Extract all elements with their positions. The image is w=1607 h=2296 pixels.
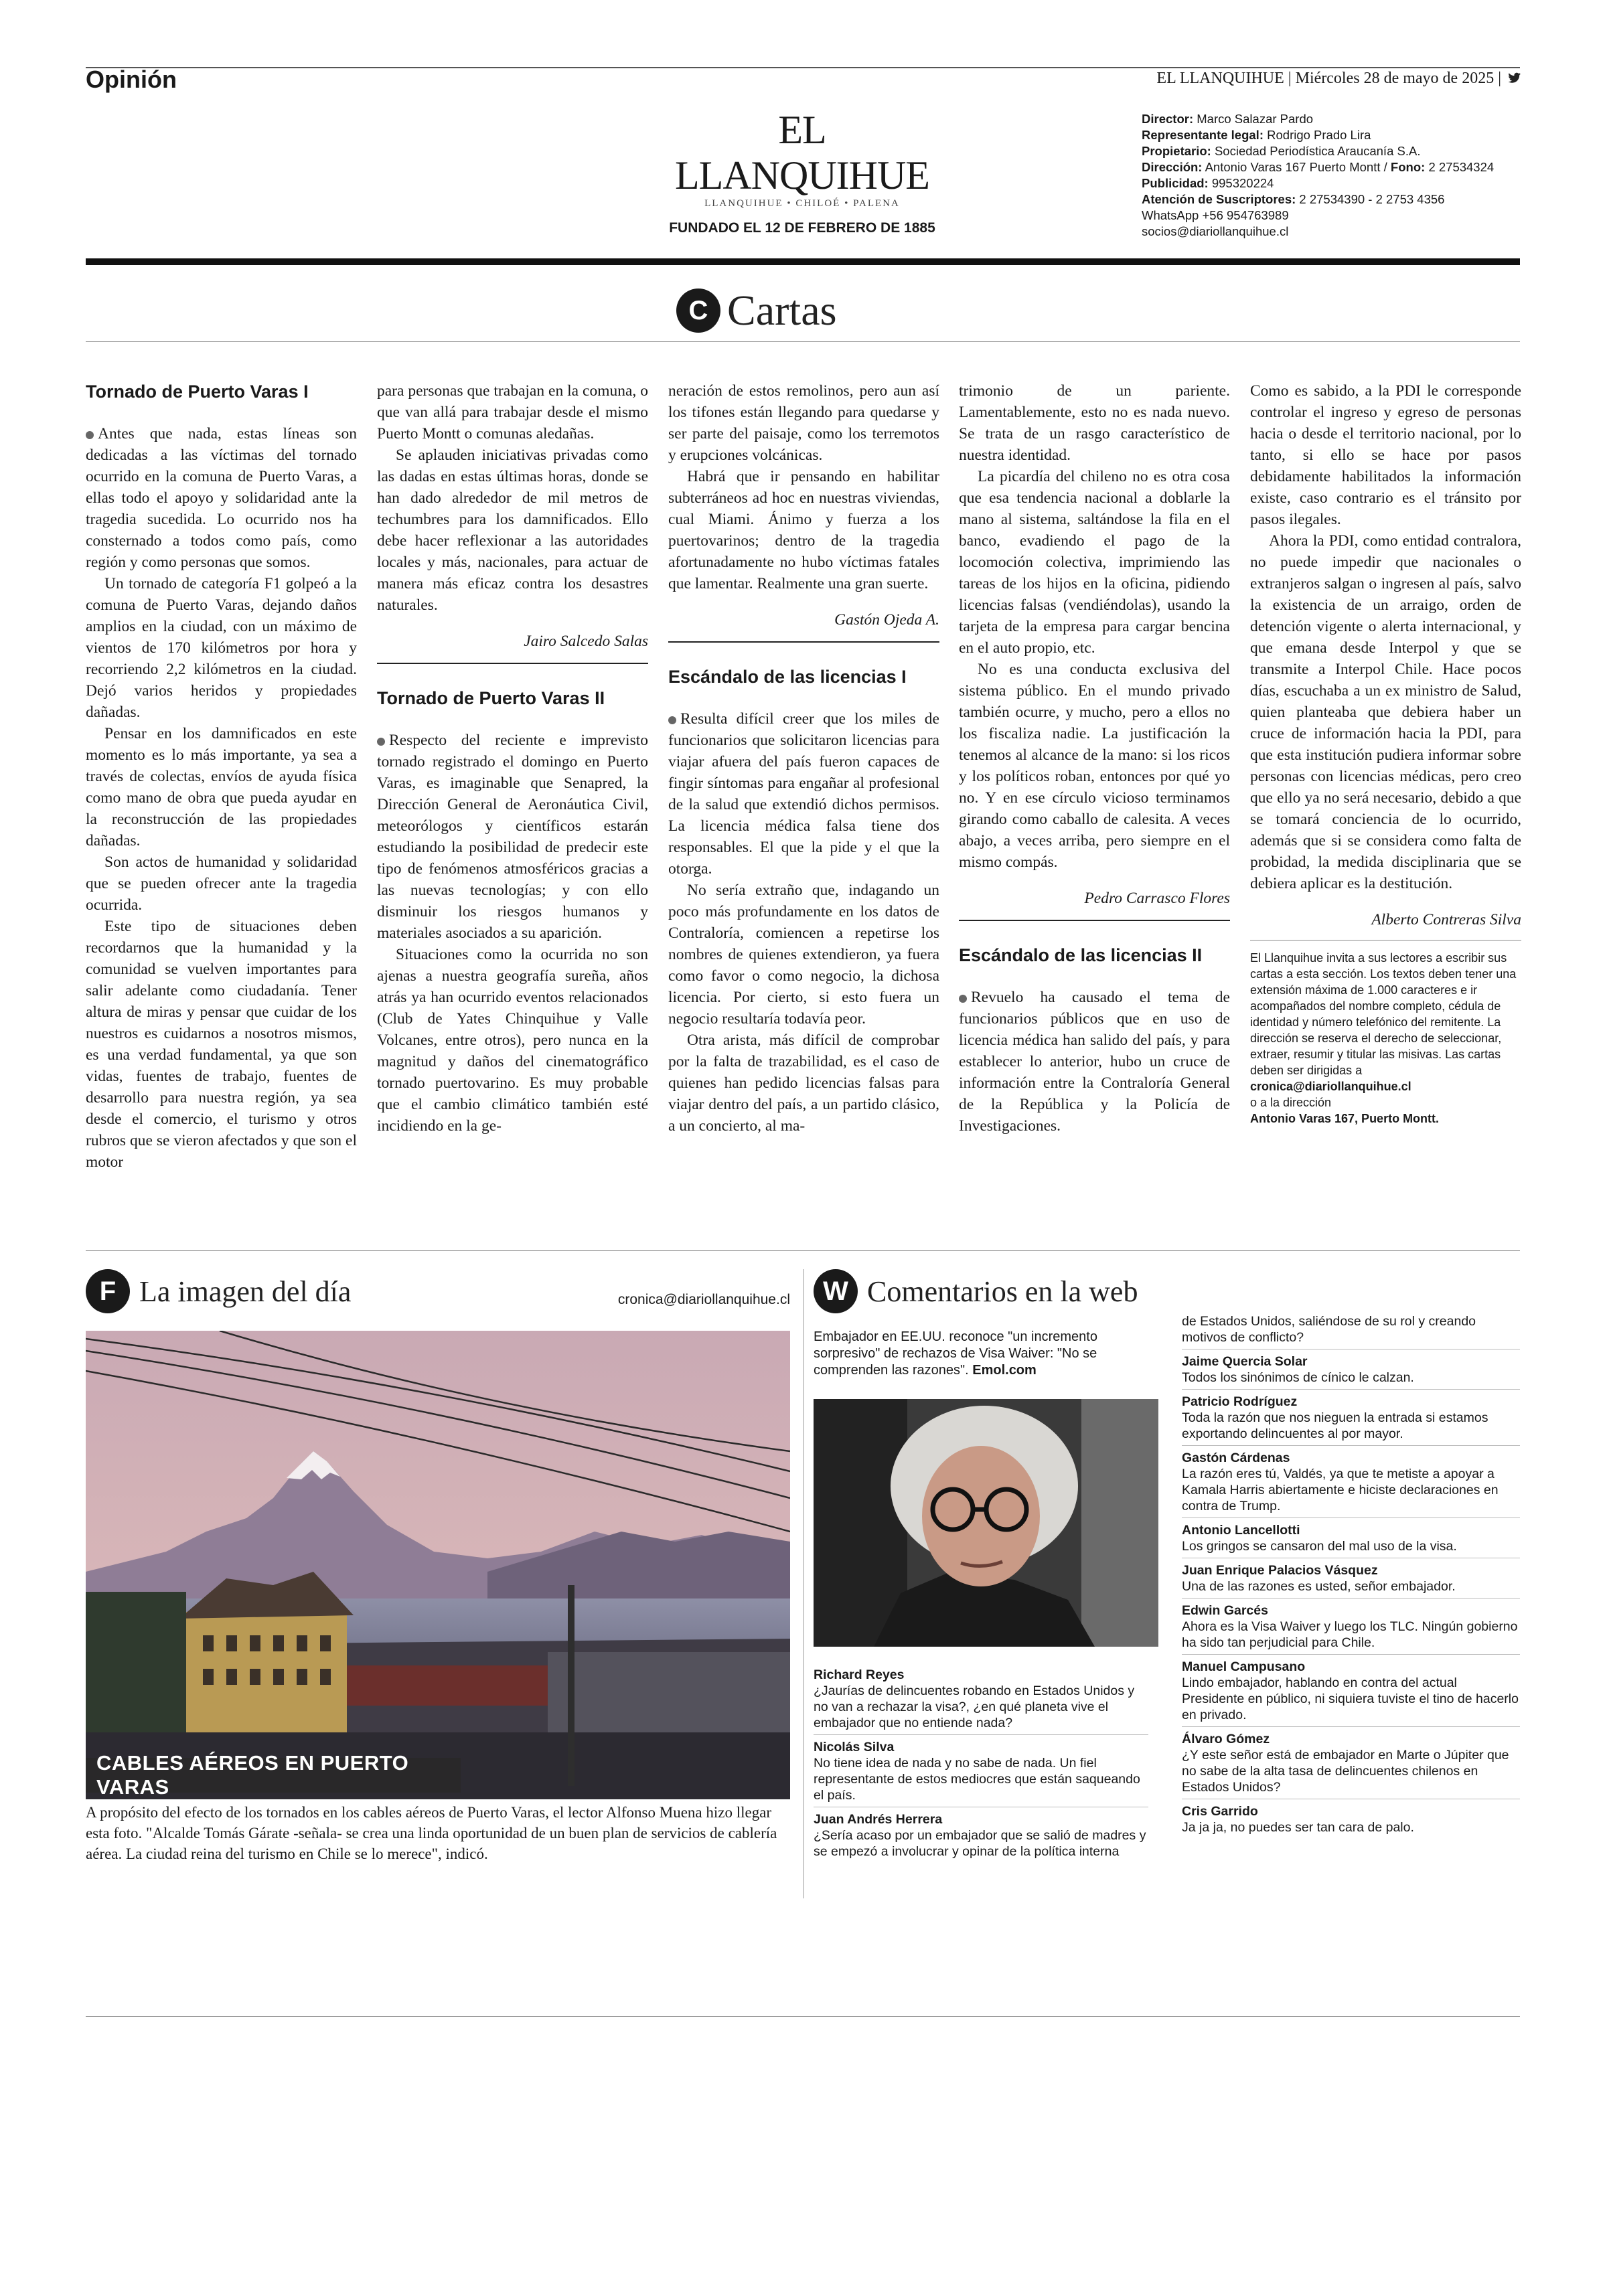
letter-paragraph: No es una conducta exclusiva del sistema público. En el mundo privado también ocurre, y mucho, pero a ellos no los fiscaliza nadie. La justificación la tenemos al alcance de la mano: si los ricos y los políticos roban, entonces por qué yo no. Y en ese círculo vicioso terminamos girando como caballo de calesita. A veces abajo, a veces arriba, pero siempre en el mismo compás. — [959, 661, 1230, 871]
notice-address: Antonio Varas 167, Puerto Montt. — [1250, 1112, 1440, 1125]
comment-author: Nicolás Silva — [814, 1740, 895, 1754]
staff-whatsapp: WhatsApp +56 954763989 — [1142, 208, 1289, 222]
bottom-rule — [86, 2016, 1520, 2017]
letter-paragraph: Habrá que ir pensando en habilitar subterráneos ad hoc en nuestras viviendas, cual Miami. Ánimo y fuerza a los puertovarinos; dentro de la tragedia afortunadamente no hubo víctimas fatales que lamentar. Realmente una gran suerte. — [668, 468, 939, 592]
web-title: Comentarios en la web — [867, 1275, 1138, 1308]
letter-paragraph: Respecto del reciente e imprevisto tornado registrado el domingo en Puerto Varas, es imaginable que Senapred, la Dirección General de Aeronáutica Civil, meteorólogos y científicos estarán estudiando la posibilidad de predecir este tipo de fenómenos atmosféricos gracias a las nuevas tecnologías; y con ello disminuir los riesgos humanos y materiales asociados a su aparición. — [377, 732, 648, 942]
letter-signature: Gastón Ojeda A. — [834, 611, 939, 629]
imagen-heading — [86, 1269, 351, 1313]
staff-box — [1142, 111, 1517, 240]
letter-paragraph: Otra arista, más difícil de comprobar por la falta de trazabilidad, es el caso de quienes han pedido licencias falsas para viajar dentro del país, a un partido clásico, a un concierto, al ma- — [668, 1032, 939, 1135]
comment-item — [1182, 1392, 1520, 1446]
paper-date — [1156, 70, 1521, 88]
comments-list-left — [814, 1665, 1148, 1866]
staff-owner: Propietario: Sociedad Periodística Araucanía S.A. — [1142, 144, 1421, 158]
web-intro-source[interactable]: Emol.com — [972, 1363, 1037, 1378]
comment-item — [1182, 1352, 1520, 1390]
letter-paragraph: Ahora la PDI, como entidad contralora, no puede impedir que nacionales o extranjeros salgan o ingresen al país, salvo la existencia de un arraigo, orden de detención vigente o alerta internacional, y que emana desde Interpol y que se transmite a Interpol Chile. Hace pocos días, escuchaba a un ex ministro de Salud, quien planteaba que debiera haber un cruce de información hacia la PDI, para que esta institución pudiera informar sobre personas con licencias médicas, pero creo que ello ya no será necesario, debido a que se tomará conciencia de lo ocurrido, además que si se considera como falta de probidad, la medida disciplinaria que se debiera aplicar es la destitución. — [1250, 532, 1521, 892]
masthead-name: EL LLANQUIHUE — [675, 108, 929, 197]
comment-text: ¿Jaurías de delincuentes robando en Estados Unidos y no van a rechazar la visa?, ¿en qué planeta vive el embajador que no entiende nada? — [814, 1684, 1135, 1730]
photo-red-roofs — [347, 1665, 548, 1706]
staff-legal-rep: Representante legal: Rodrigo Prado Lira — [1142, 128, 1371, 142]
paper-date-text: EL LLANQUIHUE | Miércoles 28 de mayo de 2025 | — [1156, 70, 1501, 87]
comments-list-right — [1182, 1312, 1520, 1841]
imagen-title: La imagen del día — [139, 1275, 352, 1308]
comment-item — [1182, 1312, 1520, 1349]
cartas-title: Cartas — [727, 286, 837, 334]
comment-item — [1182, 1521, 1520, 1558]
letter-title: Escándalo de las licencias II — [959, 945, 1203, 965]
header-top-rule — [86, 67, 1520, 68]
comment-item — [1182, 1802, 1520, 1839]
notice-text: El Llanquihue invita a sus lectores a escribir sus cartas a esta sección. Los textos deben tener una extensión máxima de 1.000 caracteres e ir acompañados del nombre completo, cédula de identidad y número telefónico del remitente. La dirección se reserva el derecho de seleccionar, extraer, resumir y titular las misivas. Las cartas deben ser dirigidas a — [1250, 951, 1517, 1077]
bullet-icon — [668, 716, 676, 724]
comment-item — [1182, 1601, 1520, 1655]
comment-text: La razón eres tú, Valdés, ya que te metiste a apoyar a Kamala Harris abiertamente e hiciste declaraciones en contra de Trump. — [1182, 1467, 1499, 1513]
comment-author: Antonio Lancellotti — [1182, 1523, 1300, 1538]
comment-author: Edwin Garcés — [1182, 1603, 1268, 1618]
comment-text: Ahora es la Visa Waiver y luego los TLC. Ningún gobierno ha sido tan perjudicial para Chile. — [1182, 1619, 1518, 1650]
comment-item — [814, 1810, 1148, 1863]
letter-title: Tornado de Puerto Varas I — [86, 382, 309, 402]
comment-text: Lindo embajador, hablando en contra del actual Presidente en público, ni siquiera tuviste el tino de hacerlo en privado. — [1182, 1675, 1519, 1722]
staff-advertising: Publicidad: 995320224 — [1142, 176, 1274, 190]
staff-subscribers: Atención de Suscriptores: 2 27534390 - 2 2753 4356 — [1142, 192, 1445, 206]
notice-email[interactable]: cronica@diariollanquihue.cl — [1250, 1080, 1411, 1093]
masthead-subtitle: LLANQUIHUE • CHILOÉ • PALENA — [704, 198, 900, 209]
comment-text: Una de las razones es usted, señor embajador. — [1182, 1579, 1456, 1594]
letter-signature: Jairo Salcedo Salas — [524, 633, 648, 650]
twitter-icon — [1508, 72, 1521, 84]
letter-separator — [377, 663, 648, 664]
comment-author: Patricio Rodríguez — [1182, 1394, 1298, 1409]
comment-item — [814, 1738, 1148, 1807]
comment-item — [1182, 1657, 1520, 1727]
letter-f-icon: F — [86, 1269, 130, 1313]
comment-text: Los gringos se cansaron del mal uso de la visa. — [1182, 1539, 1457, 1554]
letter-paragraph: trimonio de un pariente. Lamentablemente, esto no es nada nuevo. Se trata de un rasgo característico de nuestra identidad. — [959, 382, 1230, 464]
bullet-icon — [959, 995, 967, 1003]
letter-paragraph: No sería extraño que, indagando un poco más profundamente en los datos de Contraloría, comiencen a repetirse los nombres de quienes extendieron, ya fuera como favor o como negocio, la dichosa licencia. Por cierto, si esto fuera un negocio resultaría todavía peor. — [668, 882, 939, 1028]
comment-author: Jaime Quercia Solar — [1182, 1354, 1308, 1369]
letters-column-2 — [377, 380, 648, 1137]
letters-column-4 — [959, 380, 1230, 1137]
comment-text: ¿Sería acaso por un embajador que se salió de madres y se empezó a involucrar y opinar de la política interna — [814, 1828, 1146, 1859]
comment-text: Toda la razón que nos nieguen la entrada si estamos exportando delincuentes al por mayor. — [1182, 1410, 1488, 1441]
letter-paragraph: neración de estos remolinos, pero aun así los tifones están llegando para quedarse y ser parte del paisaje, como los terremotos y erupciones volcánicas. — [668, 382, 939, 464]
comment-author: Cris Garrido — [1182, 1804, 1258, 1819]
letter-paragraph: para personas que trabajan en la comuna, o que van allá para trabajar desde el mismo Puerto Montt o comunas aledañas. — [377, 382, 648, 442]
comment-text: Ja ja ja, no puedes ser tan cara de palo. — [1182, 1820, 1414, 1835]
comment-author: Álvaro Gómez — [1182, 1732, 1270, 1746]
header-thick-rule — [86, 258, 1520, 265]
letter-paragraph: Revuelo ha causado el tema de funcionarios públicos que en uso de licencia médica han salido del país, y para establecer lo anterior, hubo un cruce de información entre la Contraloría General de la República y la Policía de Investigaciones. — [959, 989, 1230, 1135]
letters-column-1 — [86, 380, 357, 1173]
photo-ambassador — [814, 1399, 1158, 1647]
letters-notice — [1250, 940, 1521, 1127]
letter-paragraph: Un tornado de categoría F1 golpeó a la comuna de Puerto Varas, dejando daños amplios en la ciudad, con un máximo de vientos de 170 kilómetros por hora y recorriendo 2,2 kilómetros en la ciudad. Dejó varios heridos y propiedades dañadas. — [86, 575, 357, 721]
photo-caption-text: A propósito del efecto de los tornados en los cables aéreos de Puerto Varas, el lector Alfonso Muena hizo llegar esta foto. "Alcalde Tomás Gárate -señala- se crea una linda oportunidad de un buen plan de servicios de cablería aérea. La ciudad reina del turismo en Chile se lo merece", indicó. — [86, 1804, 777, 1862]
comment-text: Todos los sinónimos de cínico le calzan. — [1182, 1370, 1414, 1385]
letter-signature: Pedro Carrasco Flores — [1084, 890, 1230, 907]
bullet-icon — [86, 431, 94, 439]
letter-paragraph: La picardía del chileno no es otra cosa que esa tendencia nacional a doblarle la mano al sistema, saltándose la fila en el banco, evadiendo el pago de la locomoción colectiva, imprimiendo las tareas de los hijos en la oficina, pidiendo licencias falsas (vendiéndolas), usando la tarjeta de la empresa para cargar bencina en el auto propio, etc. — [959, 468, 1230, 657]
comment-author: Manuel Campusano — [1182, 1659, 1306, 1674]
letter-paragraph: Antes que nada, estas líneas son dedicadas a las víctimas del tornado ocurrido en la comuna de Puerto Varas, a ellas todo el apoyo y solidaridad ante la tragedia sucedida. Lo ocurrido nos ha consternado a todos como país, como región y como personas que somos. — [86, 425, 357, 571]
photo-volcano-cables — [86, 1331, 790, 1799]
letter-paragraph: Este tipo de situaciones deben recordarnos que la humanidad y la comunidad se vuelven importantes para salir adelante como ciudadanía. Tener altura de miras y pensar que cuidar de los nuestros es cuidarnos a nosotros mismos, es una verdad fundamental, ya que son vidas, fuentes de trabajo, fuentes de desarrollo para nuestra región, ya sea desde el comercio, el turismo y otros rubros que se vieron afectados y que son el motor — [86, 918, 357, 1171]
comment-author: Juan Enrique Palacios Vásquez — [1182, 1563, 1378, 1578]
letter-separator — [668, 641, 939, 643]
masthead — [648, 107, 956, 236]
web-intro-text: Embajador en EE.UU. reconoce "un incremento sorpresivo" de rechazos de Visa Waiver: "No se comprenden las razones". — [814, 1329, 1097, 1378]
staff-director: Director: Marco Salazar Pardo — [1142, 112, 1314, 126]
letter-paragraph: Resulta difícil creer que los miles de funcionarios que solicitaron licencias para viajar afuera del país fueron capaces de fingir síntomas para engañar al profesional de la salud que extendió dichos permisos. La licencia médica falsa tiene dos responsables. El que la pide y el que la otorga. — [668, 710, 939, 878]
letter-separator — [959, 920, 1230, 921]
staff-email: socios@diariollanquihue.cl — [1142, 224, 1289, 238]
web-heading — [814, 1269, 1138, 1313]
letter-paragraph: Pensar en los damnificados en este momento es lo más importante, ya sea a través de colectas, envíos de ayuda física como mano de obra que pueda ayudar en la reconstrucción de las propiedades dañadas. — [86, 725, 357, 849]
photo-bg-light — [1081, 1399, 1158, 1647]
comment-author: Gastón Cárdenas — [1182, 1451, 1290, 1465]
comment-item — [814, 1665, 1148, 1735]
photo-pole — [568, 1585, 575, 1786]
letter-c-icon: C — [676, 289, 720, 333]
comment-item — [1182, 1449, 1520, 1518]
comment-text: de Estados Unidos, saliéndose de su rol y creando motivos de conflicto? — [1182, 1314, 1476, 1345]
bullet-icon — [377, 738, 385, 746]
letter-paragraph: Se aplauden iniciativas privadas como las dadas en estas últimas horas, donde se han dado alrededor de mil metros de techumbres para los damnificados. Ello debe hacer reflexionar a las autoridades locales y más, nacionales, para actuar de manera más eficaz contra los desastres naturales. — [377, 446, 648, 614]
cartas-rule — [86, 341, 1520, 342]
comment-author: Richard Reyes — [814, 1667, 905, 1682]
web-intro — [814, 1329, 1128, 1379]
notice-or: o a la dirección — [1250, 1096, 1332, 1109]
comment-text: No tiene idea de nada y no sabe de nada. Un fiel representante de estos mediocres que están saqueando el país. — [814, 1756, 1140, 1803]
letter-paragraph: Son actos de humanidad y solidaridad que se pueden ofrecer ante la tragedia ocurrida. — [86, 853, 357, 914]
cartas-heading — [676, 284, 837, 337]
letter-w-icon: W — [814, 1269, 858, 1313]
comment-item — [1182, 1561, 1520, 1598]
letter-signature: Alberto Contreras Silva — [1371, 911, 1521, 928]
middle-rule — [86, 1250, 1520, 1251]
letters-column-3 — [668, 380, 939, 1137]
comment-author: Juan Andrés Herrera — [814, 1812, 943, 1827]
comment-item — [1182, 1730, 1520, 1799]
photo-grey-roofs — [548, 1652, 790, 1732]
letter-title: Tornado de Puerto Varas II — [377, 688, 605, 708]
letters-column-5 — [1250, 380, 1521, 1127]
letter-title: Escándalo de las licencias I — [668, 667, 907, 687]
imagen-email[interactable]: cronica@diariollanquihue.cl — [617, 1292, 790, 1307]
section-label: Opinión — [86, 66, 177, 93]
masthead-founded: FUNDADO EL 12 DE FEBRERO DE 1885 — [669, 220, 935, 236]
staff-address: Dirección: Antonio Varas 167 Puerto Montt / Fono: 2 27534324 — [1142, 160, 1495, 174]
letter-paragraph: Situaciones como la ocurrida no son ajenas a nuestra geografía sureña, años atrás ya han ocurrido eventos relacionados (Club de Yates Chinquihue y Valle Volcanes, entre otros), pero nunca en la magnitud y daños del cinematográfico tornado puertovarino. Es muy probable que el cambio climático también esté incidiendo en la ge- — [377, 946, 648, 1135]
letter-paragraph: Como es sabido, a la PDI le corresponde controlar el ingreso y egreso de personas hacia o desde el territorio nacional, por lo tanto, si ello se hace por pasos debidamente habilitados la información existe, caso contrario es el tránsito por pasos ilegales. — [1250, 382, 1521, 528]
comment-text: ¿Y este señor está de embajador en Marte o Júpiter que no sabe de la alta tasa de delincuentes chilenos en Estados Unidos? — [1182, 1748, 1509, 1795]
photo-caption-label: CABLES AÉREOS EN PUERTO VARAS — [86, 1758, 461, 1793]
